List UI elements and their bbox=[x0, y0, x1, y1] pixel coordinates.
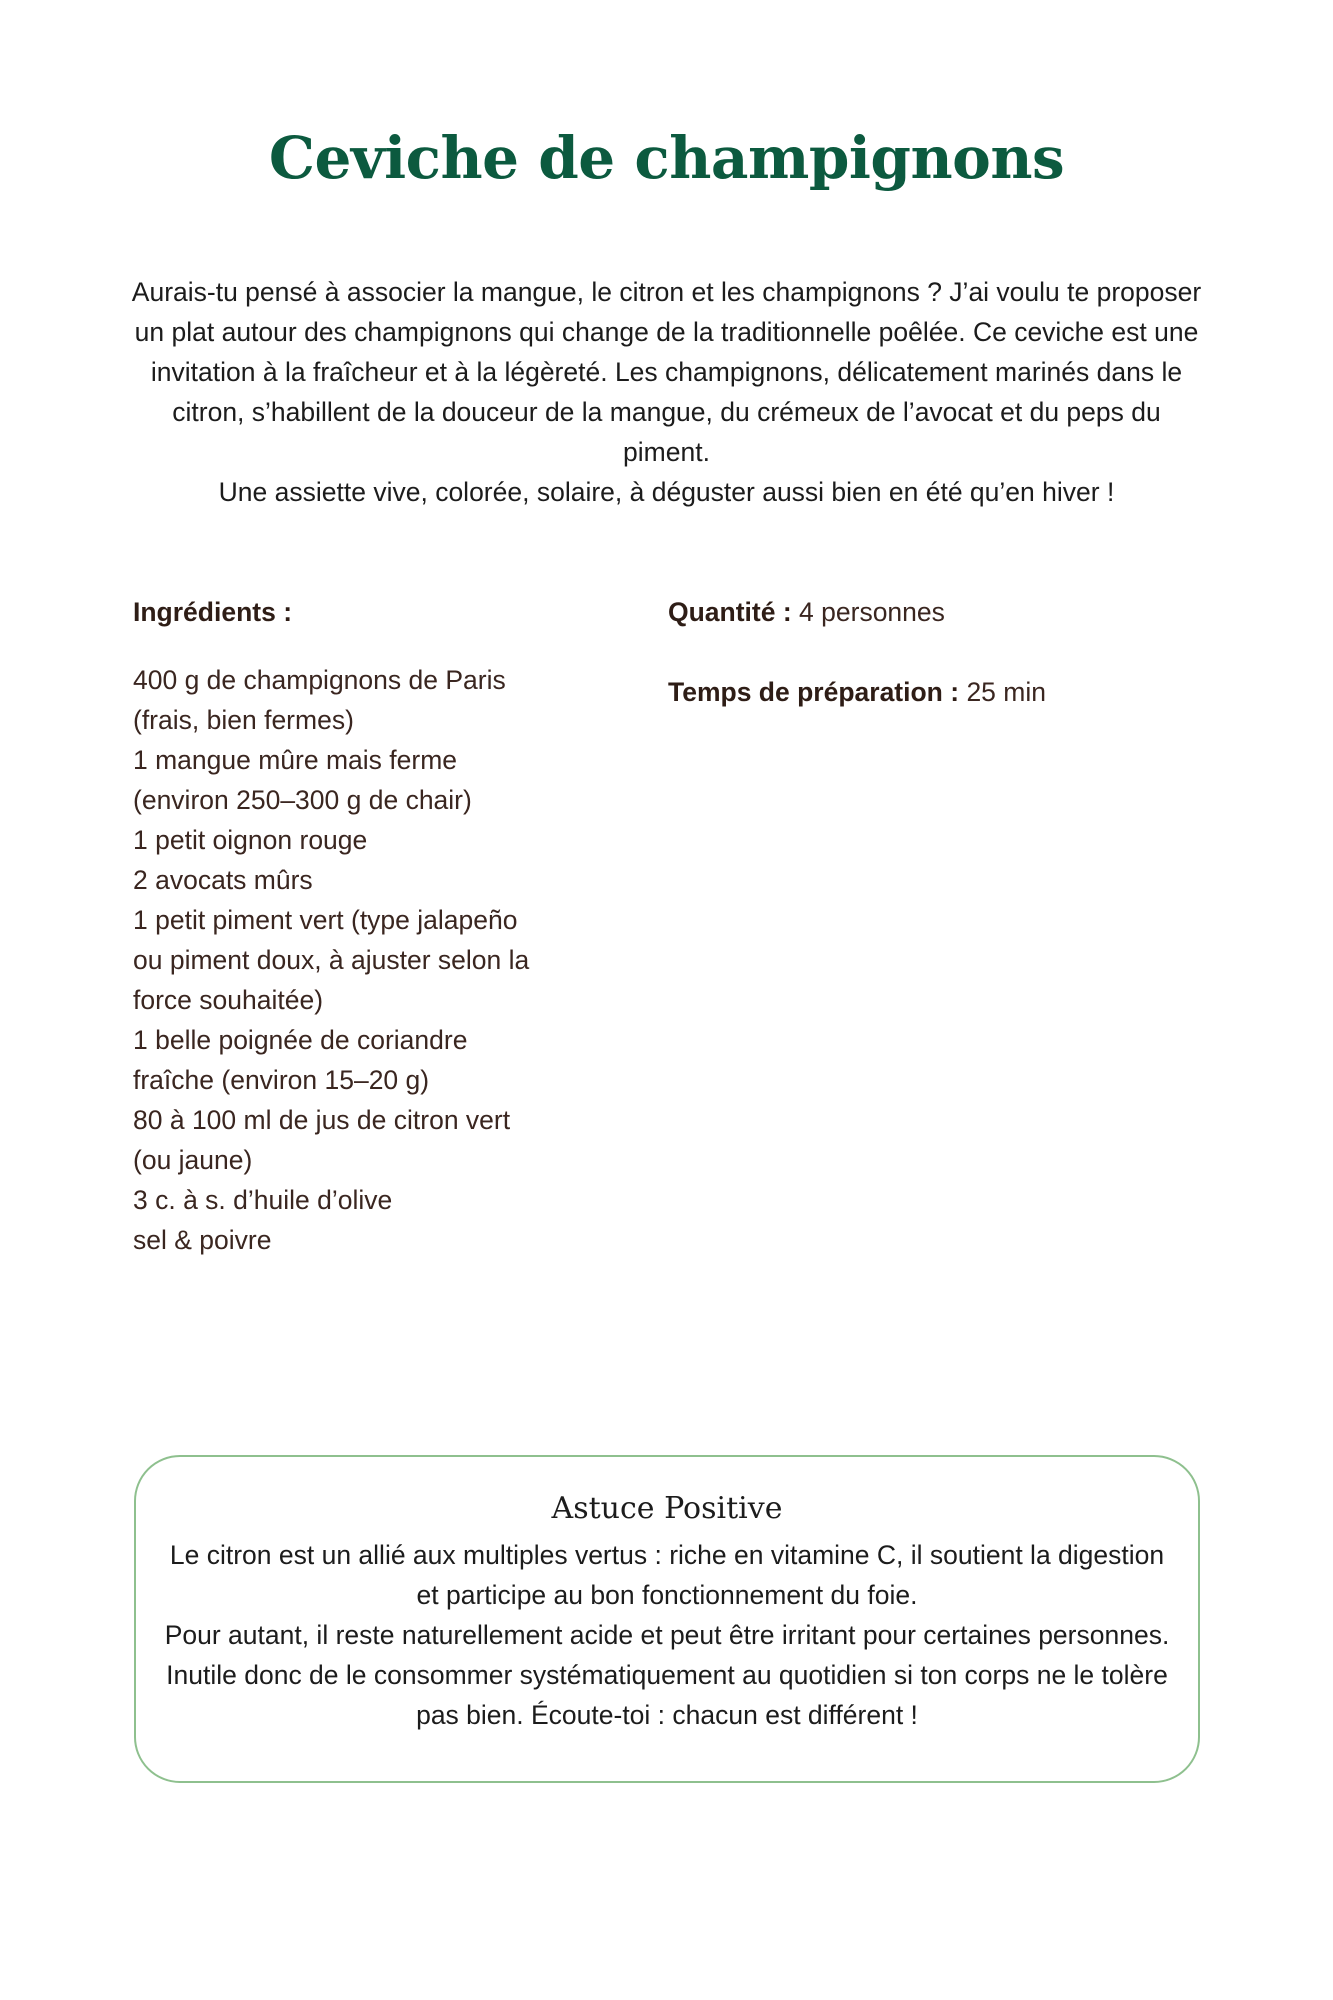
ingredients-section bbox=[133, 592, 553, 1260]
tip-paragraph: Le citron est un allié aux multiples vertus : riche en vitamine C, il soutient la digestion et participe au bon fonctionnement du foie. bbox=[169, 1540, 1165, 1610]
prep-time-value: 25 min bbox=[966, 677, 1046, 707]
ingredient-item: 2 avocats mûrs bbox=[133, 865, 313, 895]
quantity-row bbox=[668, 592, 1228, 632]
recipe-intro bbox=[130, 272, 1203, 512]
ingredient-item: 1 mangue mûre mais ferme (environ 250–300 g de chair) bbox=[133, 745, 472, 815]
recipe-meta bbox=[668, 592, 1228, 752]
tip-box bbox=[134, 1455, 1200, 1783]
ingredient-item: 400 g de champignons de Paris (frais, bien fermes) bbox=[133, 665, 506, 735]
ingredients-list bbox=[133, 660, 553, 1260]
tip-text bbox=[160, 1535, 1174, 1735]
ingredient-item: 3 c. à s. d’huile d’olive bbox=[133, 1185, 393, 1215]
ingredients-label: Ingrédients : bbox=[133, 597, 293, 627]
intro-paragraph: Une assiette vive, colorée, solaire, à déguster aussi bien en été qu’en hiver ! bbox=[218, 477, 1115, 507]
ingredient-item: 1 petit oignon rouge bbox=[133, 825, 368, 855]
quantity-value: 4 personnes bbox=[799, 597, 945, 627]
intro-paragraph: Aurais-tu pensé à associer la mangue, le citron et les champignons ? J’ai voulu te proposer un plat autour des champignons qui change de la traditionnelle poêlée. Ce ceviche est une invitation à la fraîcheur et à la légèreté. Les champignons, délicatement marinés dans le citron, s’habillent de la douceur de la mangue, du crémeux de l’avocat et du peps du piment. bbox=[131, 277, 1202, 467]
tip-title: Astuce Positive bbox=[551, 1491, 783, 1526]
ingredient-item: 1 belle poignée de coriandre fraîche (environ 15–20 g) bbox=[133, 1025, 468, 1095]
ingredient-item: 1 petit piment vert (type jalapeño ou piment doux, à ajuster selon la force souhaitée) bbox=[133, 905, 530, 1015]
quantity-label: Quantité : bbox=[668, 597, 792, 627]
prep-time-label: Temps de préparation : bbox=[668, 677, 960, 707]
recipe-title: Ceviche de champignons bbox=[268, 124, 1065, 192]
tip-paragraph: Pour autant, il reste naturellement acide et peut être irritant pour certaines personnes. Inutile donc de le consommer systématiquement au quotidien si ton corps ne le tolère pas bien. Écoute-toi : chacun est différent ! bbox=[164, 1620, 1170, 1730]
ingredient-item: sel & poivre bbox=[133, 1225, 272, 1255]
ingredient-item: 80 à 100 ml de jus de citron vert (ou jaune) bbox=[133, 1105, 511, 1175]
prep-time-row bbox=[668, 672, 1228, 712]
